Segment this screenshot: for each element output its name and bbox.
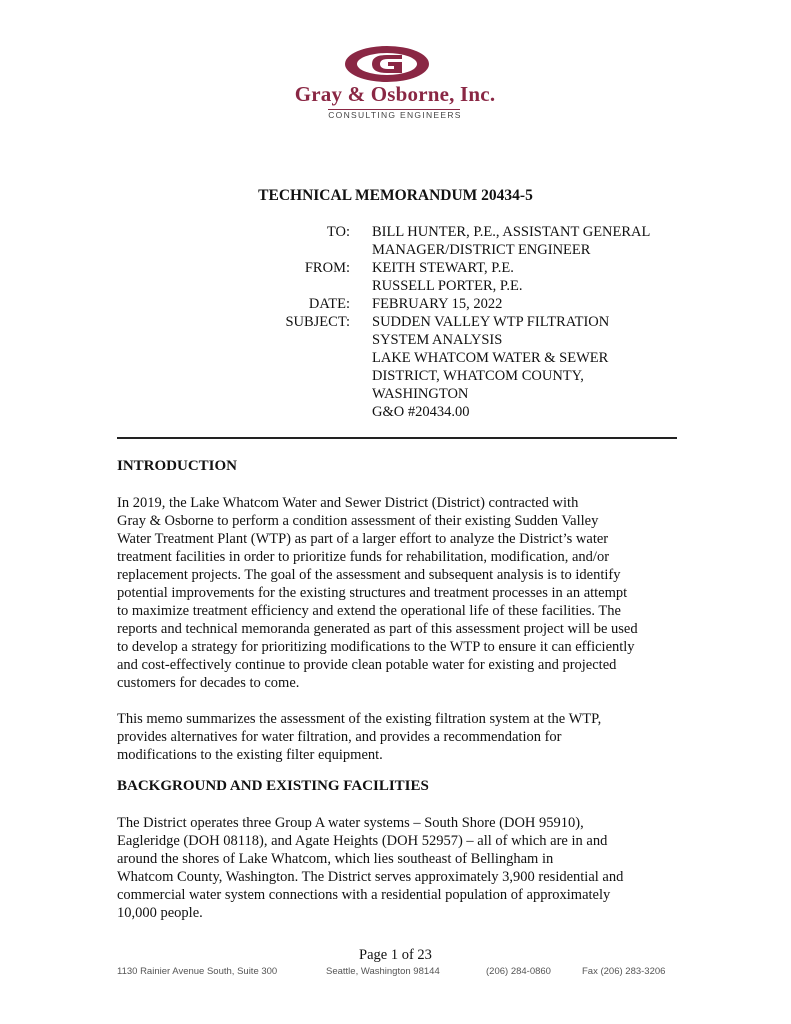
footer-address: 1130 Rainier Avenue South, Suite 300 (117, 966, 278, 977)
footer-phone: (206) 284-0860 (486, 966, 551, 977)
field-value: FEBRUARY 15, 2022 (372, 296, 503, 312)
text-line: reports and technical memoranda generated as part of this assessment project will be used (117, 621, 638, 637)
field-value: LAKE WHATCOM WATER & SEWER (372, 350, 609, 366)
text-line: treatment facilities in order to prioritize funds for rehabilitation, modification, and/or (117, 549, 610, 565)
intro-paragraph-2 (117, 710, 687, 764)
intro-paragraph-1 (117, 494, 687, 692)
memo-title: TECHNICAL MEMORANDUM 20434-5 (258, 187, 533, 204)
field-label: TO: (326, 224, 350, 240)
field-value: BILL HUNTER, P.E., ASSISTANT GENERAL (372, 224, 651, 240)
section-heading-introduction: INTRODUCTION (117, 458, 238, 474)
text-line: modifications to the existing filter equipment. (117, 747, 383, 763)
text-line: Whatcom County, Washington. The District serves approximately 3,900 residential and (117, 869, 624, 885)
field-value: RUSSELL PORTER, P.E. (372, 278, 523, 294)
page-footer (0, 966, 791, 980)
field-value: KEITH STEWART, P.E. (372, 260, 514, 276)
field-value: G&O #20434.00 (372, 404, 470, 420)
footer-fax: Fax (206) 283-3206 (582, 966, 666, 977)
company-logo (270, 44, 520, 120)
text-line: replacement projects. The goal of the assessment and subsequent analysis is to identify (117, 567, 621, 583)
text-line: In 2019, the Lake Whatcom Water and Sewer District (District) contracted with (117, 495, 579, 511)
company-tagline: CONSULTING ENGINEERS (328, 110, 462, 120)
text-line: to develop a strategy for prioritizing modifications to the WTP to ensure it can efficiently (117, 639, 635, 655)
text-line: 10,000 people. (117, 905, 203, 921)
page-number: Page 1 of 23 (359, 947, 432, 963)
field-value: SUDDEN VALLEY WTP FILTRATION (372, 314, 610, 330)
footer-city: Seattle, Washington 98144 (326, 966, 440, 977)
field-label: DATE: (308, 296, 350, 312)
text-line: The District operates three Group A water systems – South Shore (DOH 95910), (117, 815, 584, 831)
text-line: Eagleridge (DOH 08118), and Agate Heights (DOH 52957) – all of which are in and (117, 833, 608, 849)
company-name: Gray & Osborne, Inc. (294, 82, 496, 106)
field-value: MANAGER/DISTRICT ENGINEER (372, 242, 591, 258)
text-line: commercial water system connections with a residential population of approximately (117, 887, 611, 903)
text-line: to maximize treatment efficiency and extend the operational life of these facilities. The (117, 603, 621, 619)
text-line: Water Treatment Plant (WTP) as part of a larger effort to analyze the District’s water (117, 531, 609, 547)
field-value: WASHINGTON (372, 386, 469, 402)
text-line: provides alternatives for water filtration, and provides a recommendation for (117, 729, 562, 745)
text-line: customers for decades to come. (117, 675, 300, 691)
background-paragraph-1 (117, 814, 687, 922)
section-heading-background: BACKGROUND AND EXISTING FACILITIES (117, 778, 429, 794)
text-line: around the shores of Lake Whatcom, which lies southeast of Bellingham in (117, 851, 554, 867)
field-label: SUBJECT: (285, 314, 350, 330)
text-line: Gray & Osborne to perform a condition assessment of their existing Sudden Valley (117, 513, 599, 529)
field-value: DISTRICT, WHATCOM COUNTY, (372, 368, 584, 384)
field-value: SYSTEM ANALYSIS (372, 332, 503, 348)
text-line: This memo summarizes the assessment of the existing filtration system at the WTP, (117, 711, 602, 727)
logo-mark-icon (342, 44, 432, 84)
header-divider (117, 437, 677, 439)
text-line: potential improvements for the existing structures and treatment processes in an attempt (117, 585, 628, 601)
text-line: and cost-effectively continue to provide clean potable water for existing and projected (117, 657, 617, 673)
field-label: FROM: (304, 260, 350, 276)
